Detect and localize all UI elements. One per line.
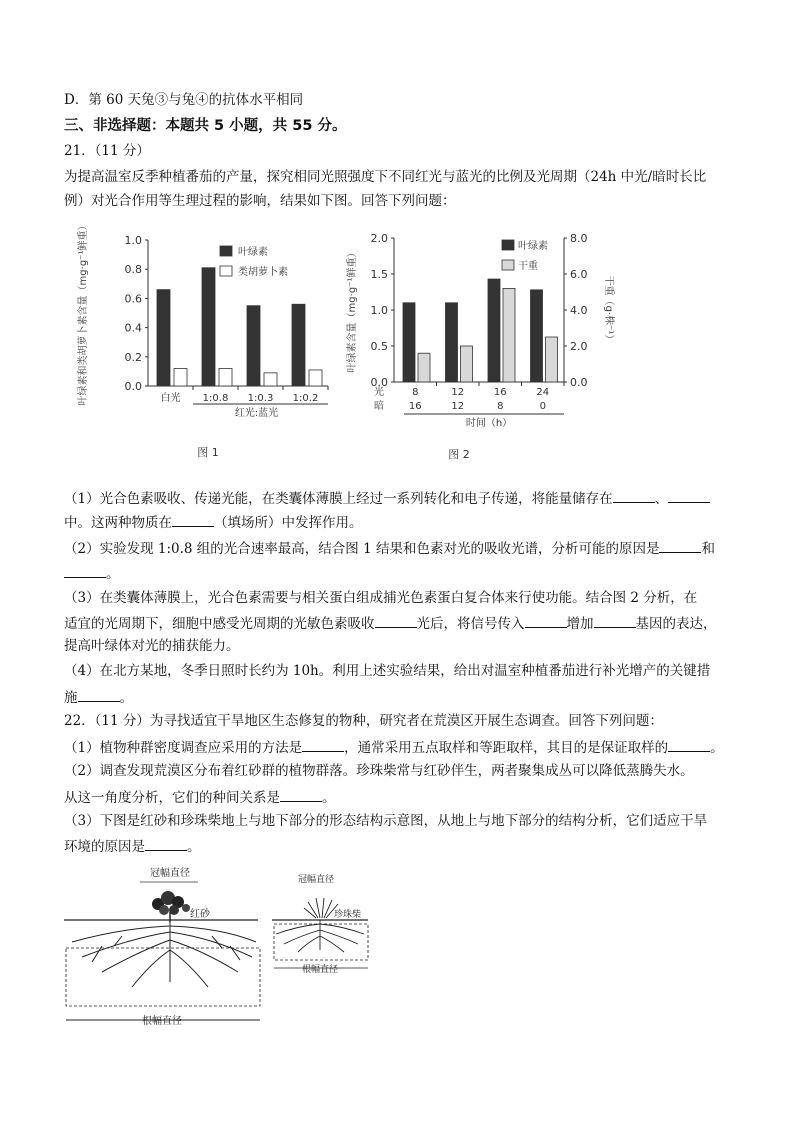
figure-caption: 图 2 — [448, 448, 470, 461]
question-22-intro: 22．（11 分）为寻找适宜干旱地区生态修复的物种，研究者在荒漠区开展生态调查。回答下列问题： — [64, 713, 663, 729]
bar-叶绿素 — [157, 290, 170, 386]
section-heading: 三、非选择题：本题共 5 小题，共 55 分。 — [64, 118, 347, 134]
answer-blank[interactable] — [668, 488, 710, 503]
plant-label-2: 珍珠柴 — [334, 910, 362, 920]
question-21-intro-2: 例）对光合作用等生理过程的影响，结果如下图。回答下列问题： — [64, 193, 456, 209]
q22-3-line1: （3）下图是红砂和珍珠柴地上与地下部分的形态结构示意图，从地上与地下部分的结构分析，它们适应干旱 — [64, 813, 708, 829]
answer-blank[interactable] — [668, 737, 710, 752]
dark-hours: 16 — [408, 401, 422, 412]
answer-blank[interactable] — [659, 538, 701, 553]
category-label: 1:0.8 — [202, 393, 229, 404]
q21-3-line1: （3）在类囊体薄膜上，光合色素需要与相关蛋白组成捕光色素蛋白复合体来行使功能。结合图 2 分析，在 — [64, 590, 698, 606]
crown-label-1: 冠幅直径 — [150, 868, 190, 879]
bar-叶绿素 — [292, 304, 305, 386]
bar-叶绿素 — [446, 303, 458, 382]
figure-2-chart — [342, 226, 614, 474]
legend-swatch — [220, 246, 232, 256]
y-tick-label-right: 6.0 — [570, 268, 588, 281]
q21-1-line1: （1）光合色素吸收、传递光能，在类囊体薄膜上经过一系列转化和电子传递，将能量储存在 、 — [64, 488, 710, 508]
dark-hours: 0 — [539, 401, 546, 412]
light-hours: 16 — [493, 387, 507, 398]
answer-blank[interactable] — [375, 613, 417, 628]
legend-label: 类胡萝卜素 — [238, 267, 288, 278]
y-tick-label-left: 0.5 — [370, 340, 388, 353]
question-21-header: 21．（11 分） — [64, 143, 150, 159]
y-tick-label-left: 1.5 — [370, 268, 388, 281]
root-structure-diagram — [62, 862, 382, 1032]
bar-干重 — [503, 288, 515, 382]
x-axis-label: 时间（h） — [465, 418, 513, 429]
q22-1: （1）植物种群密度调查应采用的方法是 ，通常采用五点取样和等距取样，其目的是保证取样的 。 — [64, 737, 724, 757]
y-tick-label-left: 0.0 — [370, 376, 388, 389]
y-tick-label-left: 2.0 — [370, 232, 388, 245]
answer-blank[interactable] — [613, 488, 655, 503]
y-tick-label: 1.0 — [124, 234, 142, 247]
root-system-2 — [276, 920, 364, 952]
answer-blank[interactable] — [78, 687, 120, 702]
root-label-1: 根幅直径 — [142, 1016, 182, 1027]
q22-3-line2: 环境的原因是 。 — [64, 836, 201, 856]
q21-2-line1: （2）实验发现 1:0.8 组的光合速率最高，结合图 1 结果和色素对光的吸收光谱，分析可能的原因是 和 — [64, 538, 715, 558]
bar-叶绿素 — [488, 279, 500, 382]
category-label: 1:0.2 — [292, 393, 319, 404]
y-tick-label-right: 4.0 — [570, 304, 588, 317]
root-label-2: 根幅直径 — [302, 965, 339, 975]
q21-4-line2: 施 。 — [64, 687, 133, 707]
bar-干重 — [461, 346, 473, 382]
y-tick-label-right: 0.0 — [570, 376, 588, 389]
light-hours: 24 — [536, 387, 550, 398]
bar-叶绿素 — [202, 268, 215, 386]
category-label: 1:0.3 — [247, 393, 274, 404]
figure-1-chart — [70, 220, 332, 474]
q21-1-line2: 中。这两种物质在 （填场所）中发挥作用。 — [64, 512, 363, 532]
y-tick-label: 0.6 — [124, 292, 142, 306]
category-label: 白光 — [160, 393, 181, 404]
bar-类胡萝卜素 — [219, 368, 232, 386]
y-tick-label-right: 2.0 — [570, 340, 588, 353]
y-tick-label: 0.8 — [124, 263, 142, 277]
legend-label: 叶绿素 — [518, 241, 548, 252]
y-tick-label: 0.4 — [124, 321, 142, 335]
y-axis-label-right: 干重（g·株⁻¹） — [603, 275, 614, 345]
bar-类胡萝卜素 — [264, 373, 277, 386]
bar-叶绿素 — [403, 303, 415, 382]
shrub-crown-1 — [152, 891, 190, 915]
plant-label-1: 红砂 — [190, 909, 210, 920]
q21-3-line2: 适宜的光周期下，细胞中感受光周期的光敏色素吸收 光后，将信号传入 增加 基因的表达， — [64, 613, 717, 633]
y-tick-label: 0.2 — [124, 350, 142, 364]
bar-类胡萝卜素 — [174, 368, 187, 386]
legend-label: 干重 — [518, 261, 538, 272]
answer-blank[interactable] — [280, 787, 322, 802]
dark-hours: 12 — [451, 401, 465, 412]
bar-干重 — [418, 353, 430, 382]
y-tick-label-left: 1.0 — [370, 304, 388, 317]
answer-blank[interactable] — [594, 613, 636, 628]
legend-swatch — [220, 266, 232, 276]
legend-swatch — [502, 260, 514, 270]
light-hours: 8 — [412, 387, 419, 398]
y-tick-label: 0.0 — [124, 380, 142, 393]
legend-swatch — [502, 240, 514, 250]
answer-blank[interactable] — [64, 563, 106, 578]
answer-blank[interactable] — [145, 836, 187, 851]
bar-叶绿素 — [531, 290, 543, 382]
y-axis-label-left: 叶绿素含量（mg·g⁻¹鲜重） — [347, 247, 358, 373]
y-axis-label: 叶绿素和类胡萝卜素含量（mg·g⁻¹鲜重） — [78, 220, 89, 406]
x-axis-label: 红光:蓝光 — [234, 408, 279, 419]
y-tick-label-right: 8.0 — [570, 232, 588, 245]
q22-2-line2: 从这一角度分析，它们的种间关系是 。 — [64, 787, 336, 807]
answer-blank[interactable] — [302, 737, 344, 752]
bar-干重 — [546, 337, 558, 382]
shrub-crown-2 — [304, 898, 338, 918]
question-21-intro-1: 为提高温室反季种植番茄的产量，探究相同光照强度下不同红光与蓝光的比例及光周期（24h 中光/暗时长比 — [64, 169, 707, 185]
bar-类胡萝卜素 — [309, 370, 322, 386]
answer-blank[interactable] — [172, 512, 214, 527]
crown-label-2: 冠幅直径 — [298, 875, 335, 885]
q21-3-line3: 提高叶绿体对光的捕获能力。 — [64, 638, 240, 654]
answer-blank[interactable] — [525, 613, 567, 628]
q22-2-line1: （2）调查发现荒漠区分布着红砂群的植物群落。珍珠柴常与红砂伴生，两者聚集成丛可以降低蒸腾失水。 — [64, 763, 694, 779]
row-label-dark: 暗 — [374, 401, 384, 412]
bar-叶绿素 — [247, 306, 260, 386]
row-label-light: 光 — [374, 387, 384, 398]
legend-label: 叶绿素 — [238, 247, 268, 258]
dark-hours: 8 — [497, 401, 504, 412]
q21-4-line1: （4）在北方某地，冬季日照时长约为 10h。利用上述实验结果，给出对温室种植番茄进行补光增产的关键措 — [64, 663, 711, 679]
light-hours: 12 — [451, 387, 465, 398]
root-system-1 — [72, 920, 256, 987]
q21-2-line2: 。 — [64, 563, 120, 583]
figure-caption: 图 1 — [197, 446, 219, 459]
option-d: D．第 60 天兔③与兔④的抗体水平相同 — [64, 92, 304, 108]
